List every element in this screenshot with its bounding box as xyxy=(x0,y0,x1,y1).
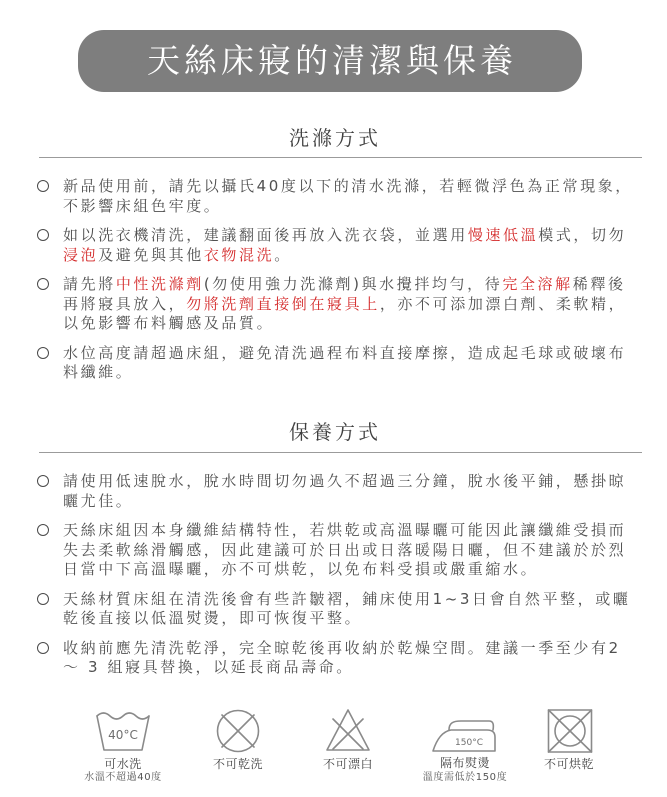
circle-bullet-icon xyxy=(37,593,49,605)
text-segment: 曬尤佳。 xyxy=(63,491,134,510)
circle-bullet-icon xyxy=(37,524,49,536)
list-item xyxy=(0,275,667,334)
highlighted-text: 勿將洗劑直接倒在寢具上 xyxy=(186,294,380,313)
text-segment: ，亦不可添加漂白劑、柔軟精， xyxy=(379,294,627,313)
text-line xyxy=(63,658,667,678)
highlighted-text: 浸泡 xyxy=(63,245,99,264)
circle-bullet-icon xyxy=(37,475,49,487)
circle-bullet-icon xyxy=(37,180,49,192)
text-segment: 請先將 xyxy=(63,275,116,293)
text-segment: 收納前應先清洗乾淨，完全晾乾後再收納於乾燥空間。建議一季至少有2 xyxy=(63,638,621,657)
care-label-no-dry-clean: 不可乾洗 xyxy=(212,757,263,771)
text-line xyxy=(63,314,667,334)
text-segment: 失去柔軟絲滑觸感，因此建議可於日出或日落暖陽日曬，但不建議於於烈 xyxy=(63,540,627,559)
care-label-no-bleach: 不可漂白 xyxy=(322,757,373,771)
text-segment: 料纖維。 xyxy=(63,363,134,381)
text-line xyxy=(63,246,667,266)
text-segment: 天絲床組因本身纖維結構特性，若烘乾或高溫曝曬可能因此讓纖維受損而 xyxy=(63,521,627,539)
care-label-iron-with-cloth: 隔布熨燙 xyxy=(439,756,490,770)
text-line xyxy=(63,609,667,629)
iron-150c-icon xyxy=(431,715,497,755)
wash-temperature-text: 40°C xyxy=(108,728,138,742)
section-divider xyxy=(39,157,642,158)
wash-tub-40c-icon xyxy=(94,704,152,754)
text-segment: 請使用低速脫水，脫水時間切勿過久不超過三分鐘，脫水後平鋪，懸掛晾 xyxy=(63,472,627,490)
text-segment: 稀釋後 xyxy=(572,275,626,293)
care-label-washable: 可水洗 xyxy=(104,757,142,771)
care-method-heading: 保養方式 xyxy=(289,420,381,444)
text-line xyxy=(63,472,667,492)
circle-bullet-icon xyxy=(37,642,49,654)
text-segment: 。 xyxy=(274,245,292,264)
wash-method-heading: 洗滌方式 xyxy=(289,126,381,150)
text-line xyxy=(63,226,667,246)
list-item xyxy=(0,639,667,678)
text-line xyxy=(63,521,667,541)
list-item xyxy=(0,590,667,629)
title-banner xyxy=(78,30,582,92)
highlighted-text: 中性洗滌劑 xyxy=(115,275,204,293)
text-line xyxy=(63,177,667,197)
text-line xyxy=(63,275,667,295)
no-dry-clean-icon xyxy=(214,708,262,754)
highlighted-text: 完全溶解 xyxy=(502,275,573,293)
text-line xyxy=(63,492,667,512)
text-segment: 日當中下高溫曝曬，亦不可烘乾，以免布料受損或嚴重縮水。 xyxy=(63,560,539,578)
highlighted-text: 慢速低溫 xyxy=(467,226,539,244)
text-segment: 新品使用前，請先以攝氏40度以下的清水洗滌，若輕微浮色為正常現象， xyxy=(63,177,633,195)
circle-bullet-icon xyxy=(37,229,49,241)
text-line xyxy=(63,590,667,610)
page-title: 天絲床寢的清潔與保養 xyxy=(147,41,517,80)
text-line xyxy=(63,295,667,315)
text-segment: 如以洗衣機清洗，建議翻面後再放入洗衣袋，並選用 xyxy=(63,226,468,244)
circle-bullet-icon xyxy=(37,347,49,359)
section-divider xyxy=(39,452,642,453)
text-segment: 模式，切勿 xyxy=(538,226,627,244)
text-line xyxy=(63,560,667,580)
text-line xyxy=(63,363,667,383)
text-line xyxy=(63,197,667,217)
care-label-no-tumble-dry: 不可烘乾 xyxy=(543,757,594,771)
no-tumble-dry-icon xyxy=(546,708,594,754)
text-segment: 乾後直接以低溫熨燙，即可恢復平整。 xyxy=(63,609,363,627)
list-item xyxy=(0,521,667,580)
highlighted-text: 衣物混洗 xyxy=(203,245,275,264)
care-note-wash-temperature: 水溫不超過40度 xyxy=(84,772,162,783)
iron-temperature-text: 150°C xyxy=(455,738,483,748)
list-item xyxy=(0,344,667,383)
circle-bullet-icon xyxy=(37,278,49,290)
list-item xyxy=(0,472,667,511)
text-segment: 不影響床組色牢度。 xyxy=(63,196,222,215)
no-bleach-icon xyxy=(324,707,372,753)
text-segment: 以免影響布料觸感及品質。 xyxy=(63,314,275,332)
text-line xyxy=(63,344,667,364)
text-line xyxy=(63,541,667,561)
text-line xyxy=(63,639,667,659)
text-segment: 再將寢具放入， xyxy=(63,294,187,313)
list-item xyxy=(0,226,667,265)
text-segment: (勿使用強力洗滌劑)與水攪拌均勻，待 xyxy=(203,275,503,293)
list-item xyxy=(0,177,667,216)
text-segment: 及避免與其他 xyxy=(98,245,204,264)
wash-method-list xyxy=(0,177,667,393)
care-method-list xyxy=(0,472,667,688)
text-segment: ～ 3 組寢具替換，以延長商品壽命。 xyxy=(63,658,354,676)
care-note-iron-temperature: 溫度需低於150度 xyxy=(422,772,508,783)
text-segment: 天絲材質床組在清洗後會有些許皺褶，鋪床使用1~3日會自然平整，或曬 xyxy=(63,589,631,608)
text-segment: 水位高度請超過床組，避免清洗過程布料直接摩擦，造成起毛球或破壞布 xyxy=(63,343,627,362)
